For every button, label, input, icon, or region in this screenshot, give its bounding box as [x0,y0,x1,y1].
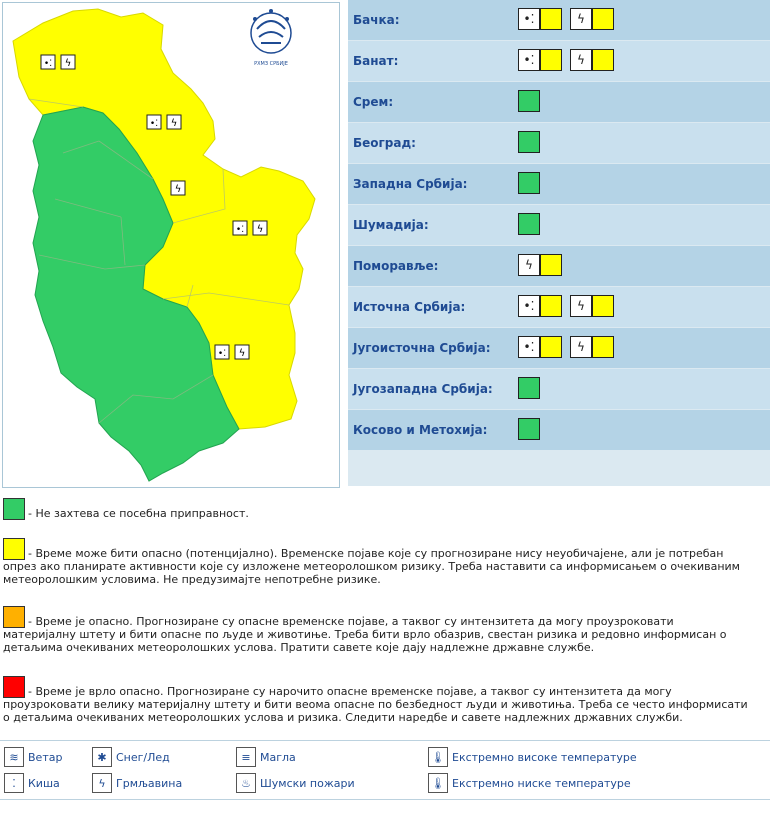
warning-level-green [518,131,540,153]
key-thunder [92,773,182,793]
rain-icon: ⁚ [4,773,24,793]
svg-text:•⁚: •⁚ [217,349,227,359]
region-row [348,246,770,286]
svg-text:ϟ: ϟ [256,224,264,235]
warning-indicator [518,336,562,358]
legend-orange-line2: материјалну штету и бити опасне по људе и животиње. Треба бити врло обазрив, свестан ризика и редовно информисан о [3,628,727,641]
legend-red-line2: проузроковати велику материјалну штету и бити веома опасне по безбедност људи и животиња. Треба се често информисати [3,698,748,711]
warning-indicator [518,295,562,317]
region-name[interactable]: Београд: [353,136,416,150]
warning-level-yellow [592,295,614,317]
key-low-temp [428,773,631,793]
key-high-temp-label: Екстремно високе температуре [452,750,637,764]
warning-indicator [518,90,540,112]
key-fire-label: Шумски пожари [260,776,355,790]
rain-icon: •⁚ [518,336,540,358]
svg-text:•⁚: •⁚ [235,225,245,235]
rhmz-logo [251,9,291,53]
region-warnings [518,254,562,276]
key-fog-label: Магла [260,750,296,764]
legend-orange [3,606,768,654]
warning-indicator [570,49,614,71]
key-rain-label: Киша [28,776,60,790]
green-swatch [3,498,25,520]
warning-level-yellow [540,295,562,317]
legend-yellow [3,538,768,586]
legend-orange-line3: детаљима очекиваних метеоролошких услова. Пратити савете које дају надлежне државне службе. [3,641,595,654]
thermometer-low-icon: 🌡 [428,773,448,793]
warning-indicator [570,8,614,30]
svg-text:ϟ: ϟ [170,118,178,129]
region-warnings [518,49,614,71]
thunderstorm-icon: ϟ [518,254,540,276]
region-warnings [518,8,614,30]
warning-level-yellow [592,336,614,358]
rain-icon: •⁚ [518,295,540,317]
region-warnings [518,336,614,358]
warning-indicator [518,254,562,276]
thunderstorm-icon: ϟ [570,295,592,317]
region-row [348,41,770,81]
legend-yellow-line1: - Време може бити опасно (потенцијално). Временске појаве које су прогнозиране нису неуобичајене, али је потребан [28,547,724,560]
svg-text:•⁚: •⁚ [43,59,53,69]
key-fire [236,773,355,793]
key-wind [4,747,62,767]
region-name[interactable]: Банат: [353,54,399,68]
warning-indicator [518,131,540,153]
region-row [348,0,770,40]
fire-icon: ♨ [236,773,256,793]
region-name[interactable]: Југозападна Србија: [353,382,493,396]
svg-text:ϟ: ϟ [238,348,246,359]
region-row [348,164,770,204]
thermometer-high-icon: 🌡 [428,747,448,767]
region-name[interactable]: Срем: [353,95,394,109]
svg-text:ϟ: ϟ [64,58,72,69]
yellow-swatch [3,538,25,560]
region-warnings [518,172,540,194]
region-warnings [518,90,540,112]
orange-swatch [3,606,25,628]
key-low-temp-label: Екстремно ниске температуре [452,776,631,790]
phenomena-key [0,740,770,800]
key-high-temp [428,747,637,767]
region-row [348,410,770,450]
warning-level-green [518,172,540,194]
warning-indicator [518,418,540,440]
legend-green [3,498,768,520]
svg-text:ϟ: ϟ [174,184,182,195]
region-row [348,369,770,409]
region-warnings [518,418,540,440]
legend-red-line1: - Време је врло опасно. Прогнозиране су нарочито опасне временске појаве, а таквог су интензитетa да могу [28,685,672,698]
thunderstorm-icon: ϟ [92,773,112,793]
thunderstorm-icon: ϟ [570,8,592,30]
region-warnings [518,295,614,317]
rain-icon: •⁚ [518,49,540,71]
snowflake-icon: ✱ [92,747,112,767]
legend-red-line3: о детаљима очекиваних метеоролошких услова и ризика. Следити наредбе и савете надлежних државних служби. [3,711,683,724]
warning-level-yellow [540,49,562,71]
region-warnings [518,213,540,235]
warning-indicator [518,377,540,399]
key-rain [4,773,60,793]
fog-icon: ≡ [236,747,256,767]
region-row [348,287,770,327]
warning-level-yellow [540,254,562,276]
warning-indicator [570,295,614,317]
region-name[interactable]: Источна Србија: [353,300,466,314]
region-name[interactable]: Југоисточна Србија: [353,341,491,355]
warning-level-green [518,213,540,235]
warning-level-green [518,377,540,399]
warning-indicator [518,213,540,235]
legend-green-text: - Не захтева се посебна приправност. [28,507,249,520]
wind-icon: ≋ [4,747,24,767]
legend-yellow-line3: метеоролошким условима. Не предузимајте непотребне ризике. [3,573,381,586]
region-row [348,205,770,245]
legend-red [3,676,768,724]
map-svg [3,3,339,487]
warning-level-yellow [540,8,562,30]
key-snow-label: Снег/Лед [116,750,170,764]
thunderstorm-icon: ϟ [570,49,592,71]
warning-indicator [518,49,562,71]
legend-orange-line1: - Време је опасно. Прогнозиране су опасне временске појаве, а таквог су интензитета да могу проузроковати [28,615,674,628]
svg-text:•⁚: •⁚ [149,119,159,129]
region-warning-table [348,0,770,486]
rain-icon: •⁚ [518,8,540,30]
warning-level-green [518,418,540,440]
region-row [348,123,770,163]
red-swatch [3,676,25,698]
region-warnings [518,131,540,153]
legend-yellow-line2: опрез ако планирате активности које су изложене метеоролошком ризику. Треба наставити са информисањем о очекиваним [3,560,740,573]
warning-level-yellow [592,49,614,71]
warning-level-green [518,90,540,112]
warning-level-yellow [540,336,562,358]
warning-indicator [518,172,540,194]
logo-text: РХМЗ СРБИЈЕ [254,61,288,67]
region-name[interactable]: Шумадија: [353,218,429,232]
region-name[interactable]: Бачка: [353,13,400,27]
region-row [348,328,770,368]
region-name[interactable]: Западна Србија: [353,177,468,191]
warning-indicator [518,8,562,30]
key-thunder-label: Грмљавина [116,776,183,790]
map-badge-pomoravlje [171,181,185,195]
thunderstorm-icon: ϟ [570,336,592,358]
serbia-warning-map [2,2,340,488]
region-row [348,82,770,122]
region-name[interactable]: Косово и Метохија: [353,423,488,437]
warning-indicator [570,336,614,358]
region-warnings [518,377,540,399]
key-wind-label: Ветар [28,750,63,764]
key-fog [236,747,296,767]
region-name[interactable]: Поморавље: [353,259,439,273]
warning-level-yellow [592,8,614,30]
key-snow [92,747,170,767]
